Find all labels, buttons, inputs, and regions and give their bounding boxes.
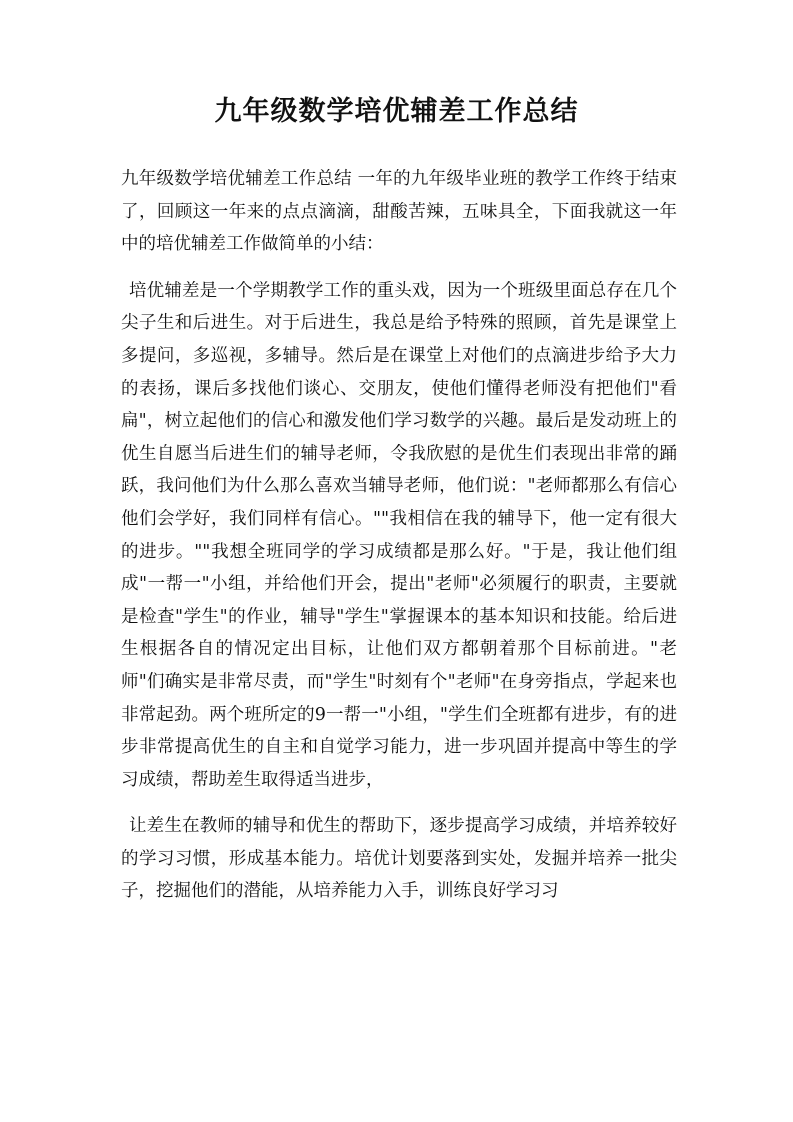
paragraph-intro: 九年级数学培优辅差工作总结 一年的九年级毕业班的教学工作终于结束了，回顾这一年来的点点滴滴，甜酸苦辣，五味具全，下面我就这一年中的培优辅差工作做简单的小结： [121,169,677,255]
paragraph-main: 培优辅差是一个学期教学工作的重头戏，因为一个班级里面总存在几个尖子生和后进生。对于后进生，我总是给予特殊的照顾，首先是课堂上多提问，多巡视，多辅导。然后是在课堂上对他们的点滴进步给予大力的表扬，课后多找他们谈心、交朋友，使他们懂得老师没有把他们"看扁"，树立起他们的信心和激发他们学习数学的兴趣。最后是发动班上的优生自愿当后进生们的辅导老师，令我欣慰的是优生们表现出非常的踊跃，我问他们为什么那么喜欢当辅导老师，他们说："老师都那么有信心他们会学好，我们同样有信心。""我相信在我的辅导下，他一定有很大的进步。""我想全班同学的学习成绩都是那么好。"于是，我让他们组成"一帮一"小组，并给他们开会，提出"老师"必须履行的职责，主要就是检查"学生"的作业，辅导"学生"掌握课本的基本知识和技能。给后进生根据各自的情况定出目标，让他们双方都朝着那个目标前进。"老师"们确实是非常尽责，而"学生"时刻有个"老师"在身旁指点，学起来也非常起劲。两个班所定的9一帮一"小组，"学生们全班都有进步，有的进步非常提高优生的自主和自觉学习能力，进一步巩固并提高中等生的学习成绩，帮助差生取得适当进步， [121,280,677,790]
document-body [121,163,677,908]
paragraph-continued: 让差生在教师的辅导和优生的帮助下，逐步提高学习成绩，并培养较好的学习习惯，形成基本能力。培优计划要落到实处，发掘并培养一批尖子，挖掘他们的潜能，从培养能力入手，训练良好学习习 [121,816,677,902]
document-title: 九年级数学培优辅差工作总结 [214,96,579,127]
